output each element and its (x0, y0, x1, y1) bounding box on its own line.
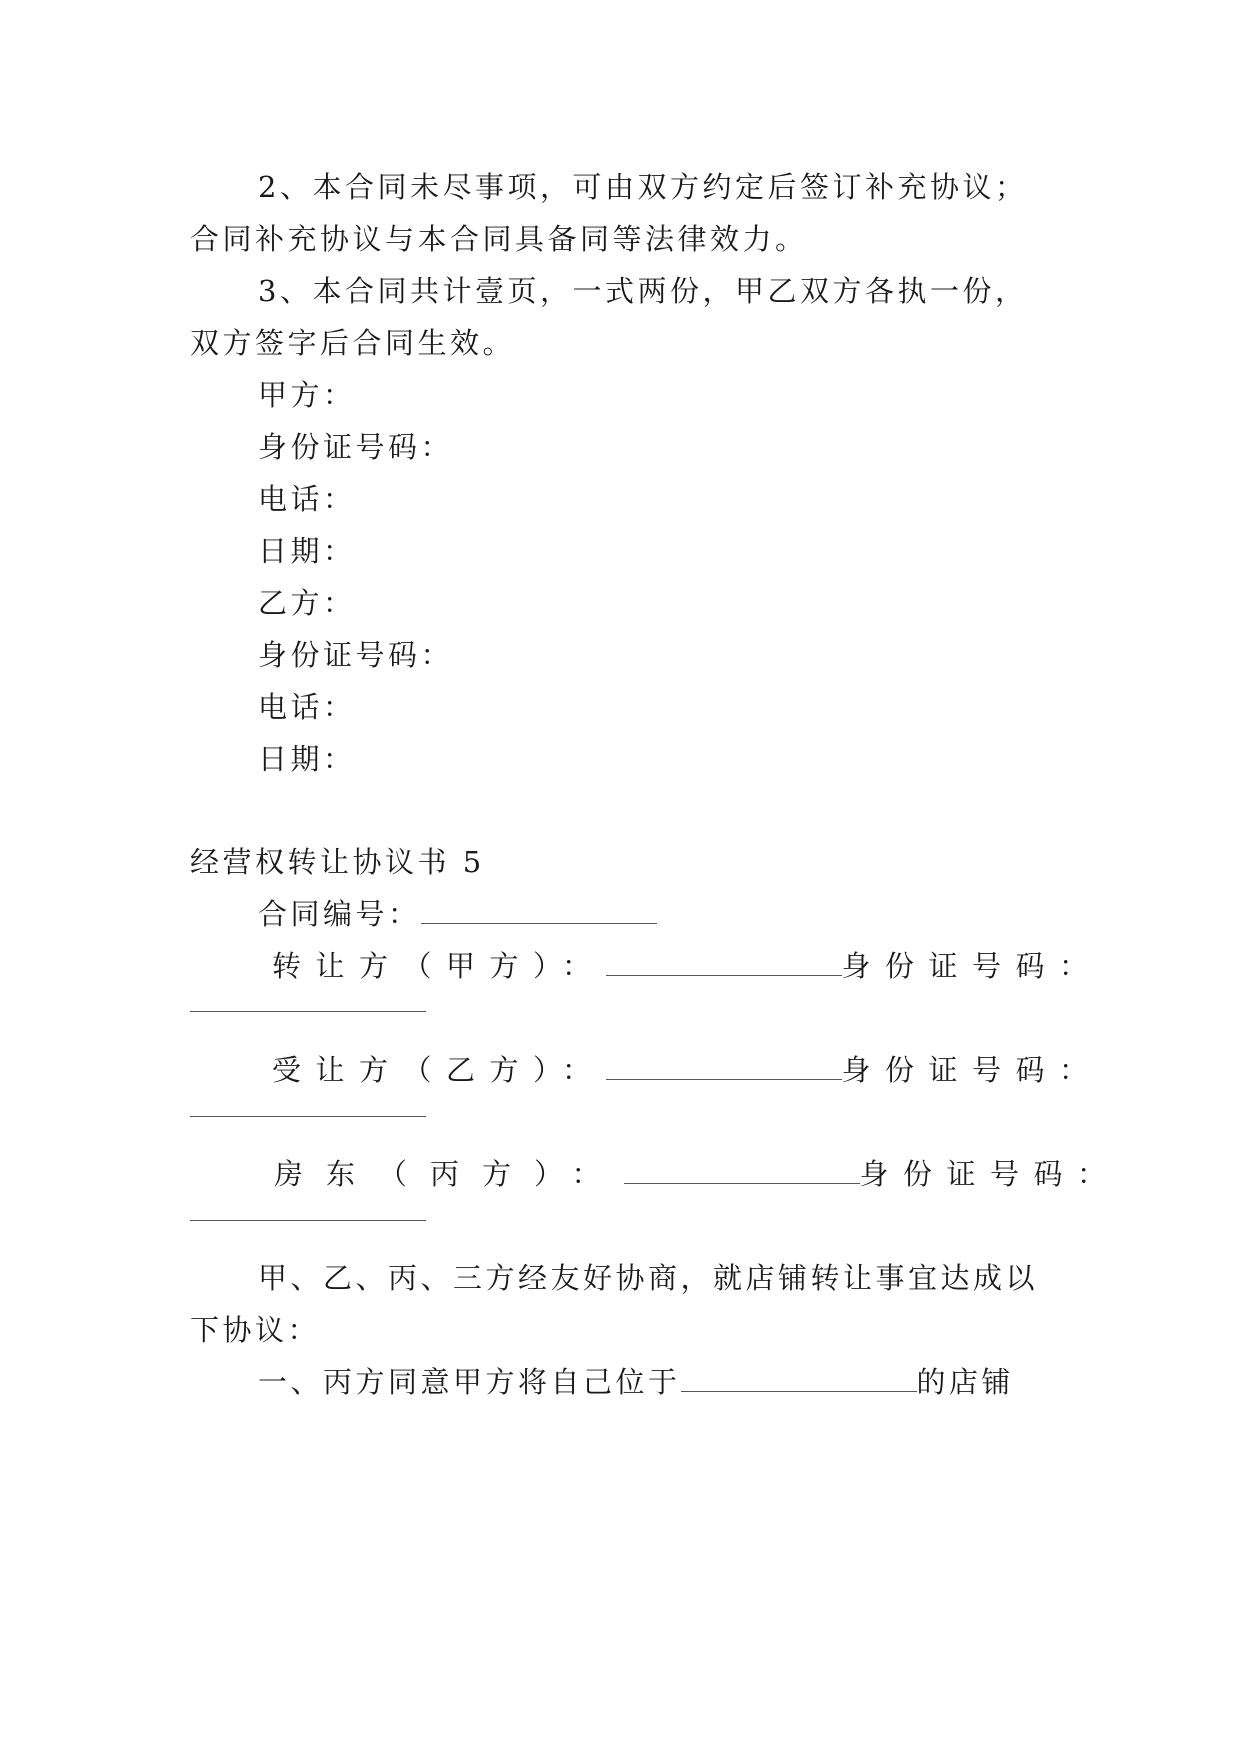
party-b-label: 乙方： (258, 586, 356, 620)
contract-number-blank (421, 897, 657, 924)
landlord-id-label: 身份证号码： (859, 1157, 1121, 1191)
party-a-id-label: 身份证号码： (258, 430, 454, 464)
transferor-name-blank (606, 949, 842, 976)
transferee-id-label: 身份证号码： (841, 1053, 1103, 1087)
shop-location-blank (681, 1365, 917, 1392)
clause-2-line-2: 合同补充协议与本合同具备同等法律效力。 (190, 222, 808, 256)
party-a-label: 甲方： (258, 378, 356, 412)
clause-1-text-after: 的店铺 (916, 1365, 1015, 1399)
contract-number-row (258, 894, 657, 934)
party-a-phone-label: 电话： (258, 482, 356, 516)
party-b-id-label: 身份证号码： (258, 638, 454, 672)
clause-2-line-1: 2、本合同未尽事项，可由双方约定后签订补充协议； (258, 170, 1028, 204)
contract-number-label: 合同编号： (258, 897, 421, 931)
agreement-intro-line-2: 下协议： (190, 1313, 321, 1347)
landlord-row (274, 1154, 1121, 1194)
party-b-date-label: 日期： (258, 742, 356, 776)
clause-1-text-before: 一、丙方同意甲方将自己位于 (258, 1365, 681, 1399)
transferee-label: 受让方（乙方）： (272, 1053, 606, 1087)
transferee-name-blank (606, 1053, 842, 1080)
transferee-row (272, 1050, 1103, 1090)
clause-3-line-2: 双方签字后合同生效。 (190, 326, 516, 360)
landlord-name-blank (624, 1157, 860, 1184)
clause-3-line-1: 3、本合同共计壹页，一式两份，甲乙双方各执一份， (258, 274, 1028, 308)
transferor-id-label: 身份证号码： (841, 949, 1103, 983)
transferor-id-blank (190, 1011, 426, 1012)
party-a-date-label: 日期： (258, 534, 356, 568)
section-title: 经营权转让协议书 5 (190, 845, 485, 879)
clause-1-line-1 (258, 1362, 1014, 1402)
transferee-id-blank (190, 1116, 426, 1117)
transferor-row (272, 946, 1103, 986)
agreement-intro-line-1: 甲、乙、丙、三方经友好协商，就店铺转让事宜达成以 (258, 1261, 1039, 1295)
party-b-phone-label: 电话： (258, 690, 356, 724)
landlord-label: 房东（丙方）： (274, 1157, 624, 1191)
landlord-id-blank (190, 1220, 426, 1221)
transferor-label: 转让方（甲方）： (272, 949, 606, 983)
